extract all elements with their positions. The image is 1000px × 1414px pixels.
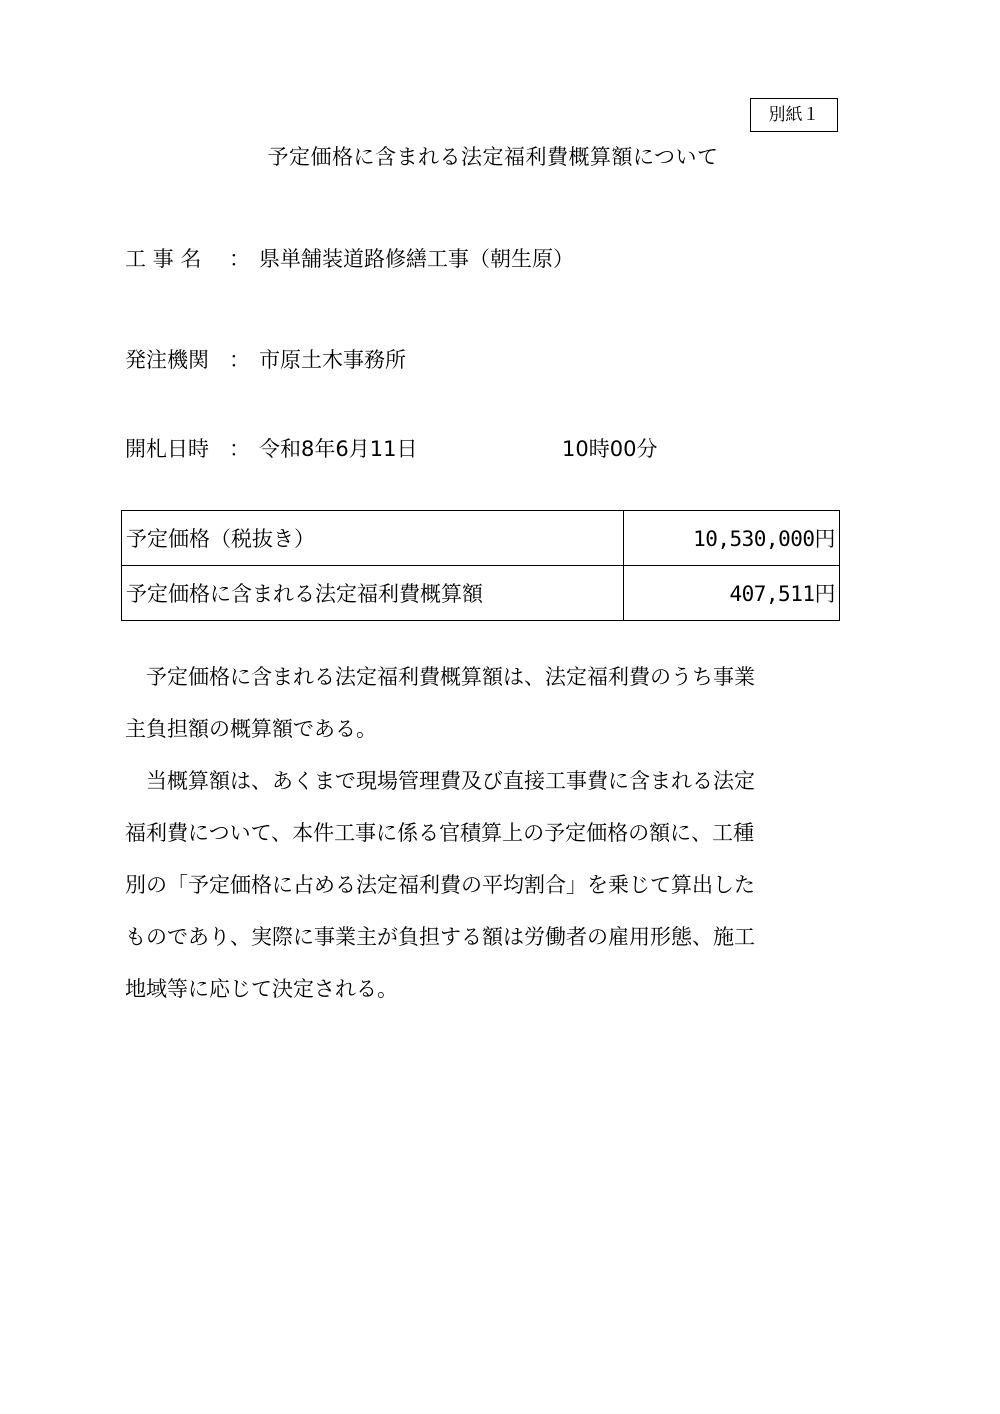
- project-name-colon: ：: [229, 247, 250, 271]
- table-row: [122, 511, 840, 566]
- explanatory-notes: [125, 651, 765, 1015]
- ordering-agency-label: 発注機関: [125, 348, 209, 372]
- bid-opening-label: 開札日時: [125, 437, 209, 461]
- bid-opening-date: 令和8年6月11日: [259, 437, 418, 461]
- welfare-cost-value: 407,511円: [624, 566, 840, 621]
- bid-opening-time: 10時00分: [562, 437, 658, 461]
- project-name-value: 県単舗装道路修繕工事（朝生原）: [259, 247, 574, 271]
- document-title: 予定価格に含まれる法定福利費概算額について: [267, 145, 719, 169]
- estimated-price-value: 10,530,000円: [624, 511, 840, 566]
- project-name-label: 工 事 名: [125, 247, 202, 271]
- note-paragraph: 予定価格に含まれる法定福利費概算額は、法定福利費のうち事業主負担額の概算額である。: [125, 665, 755, 741]
- ordering-agency-colon: ：: [229, 348, 250, 372]
- ordering-agency-value: 市原土木事務所: [259, 348, 406, 372]
- estimated-price-label: 予定価格（税抜き）: [122, 511, 624, 566]
- table-row: [122, 566, 840, 621]
- note-paragraph: 当概算額は、あくまで現場管理費及び直接工事費に含まれる法定福利費について、本件工事に係る官積算上の予定価格の額に、工種別の「予定価格に占める法定福利費の平均割合」を乗じて算出したものであり、実際に事業主が負担する額は労働者の雇用形態、施工地域等に応じて決定される。: [125, 769, 755, 1001]
- price-table: [121, 510, 840, 621]
- project-name-row: [125, 244, 574, 274]
- bid-opening-colon: ：: [229, 437, 250, 461]
- ordering-agency-row: [125, 345, 406, 375]
- attachment-label: 別紙１: [750, 98, 838, 132]
- bid-opening-row: [125, 434, 658, 464]
- welfare-cost-label: 予定価格に含まれる法定福利費概算額: [122, 566, 624, 621]
